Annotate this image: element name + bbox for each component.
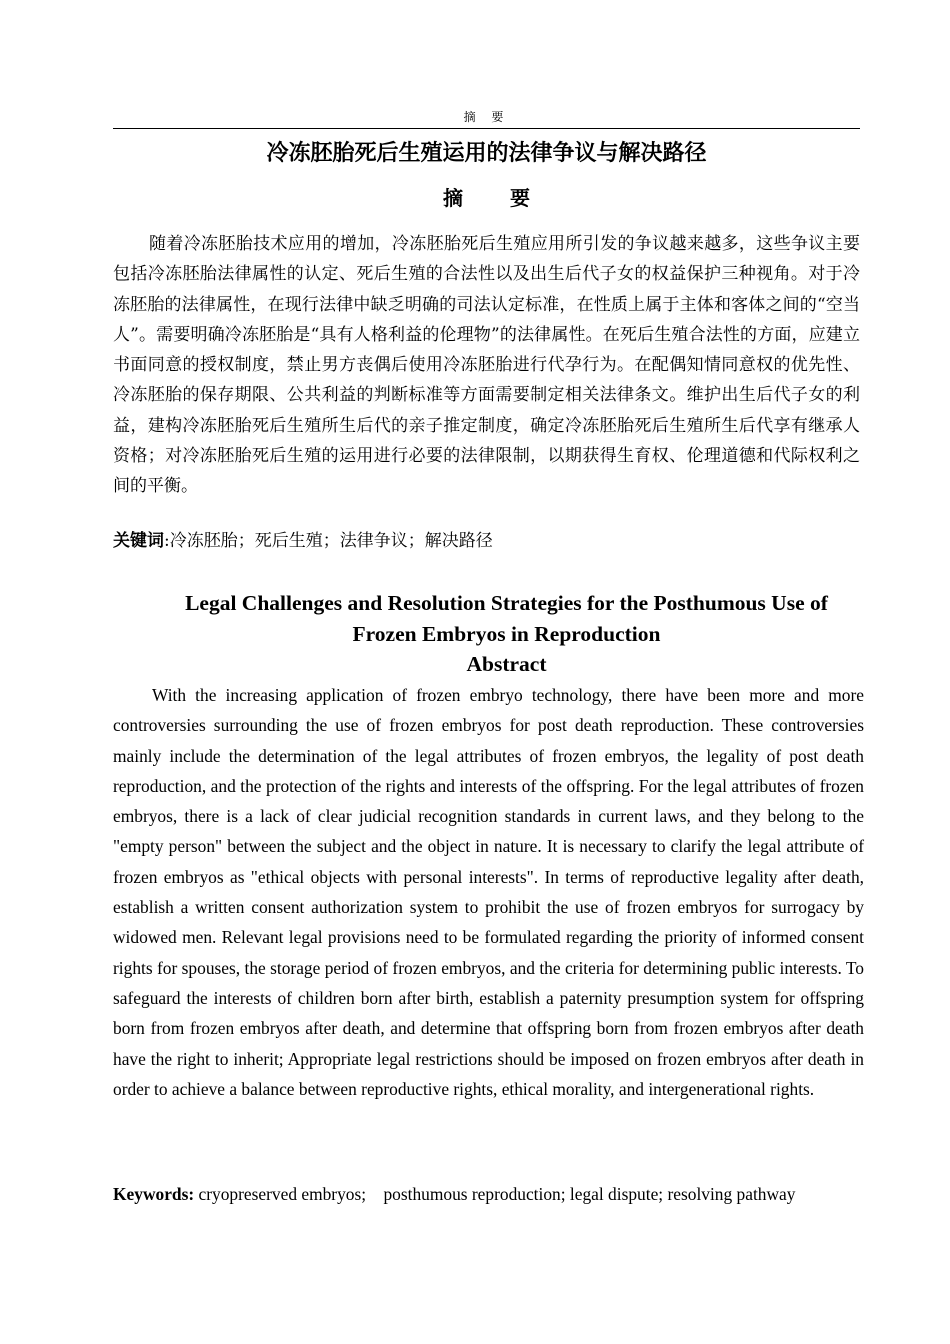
chinese-keywords-label: 关键词 xyxy=(113,531,164,551)
chinese-keywords-separator: : xyxy=(164,531,170,551)
english-keywords-label: Keywords: xyxy=(113,1184,195,1204)
english-title: Legal Challenges and Resolution Strategies for the Posthumous Use of Frozen Embryos in Reproduction xyxy=(185,591,828,646)
english-keywords xyxy=(113,1180,873,1208)
english-abstract-body: With the increasing application of frozen embryo technology, there have been more and more controversies surrounding the use of frozen embryos for post death reproduction. These controversies mainly include the determination of the legal attributes of frozen embryos, the legality of post death reproduction, and the protection of the rights and interests of the offspring. For the legal attributes of frozen embryos, there is a lack of clear judicial recognition standards in current laws, and they belong to the "empty person" between the subject and the object in nature. It is necessary to clarify the legal attribute of frozen embryos as "ethical objects with personal interests". In terms of reproductive legality after death, establish a written consent authorization system to prohibit the use of frozen embryos for surrogacy by widowed men. Relevant legal provisions need to be formulated regarding the priority of informed consent rights for spouses, the storage period of frozen embryos, and the criteria for determining public interests. To safeguard the interests of children born after birth, establish a paternity presumption system for offspring born from frozen embryos after death, and determine that offspring born from frozen embryos after death have the right to inherit; Appropriate legal restrictions should be imposed on frozen embryos after death in order to achieve a balance between reproductive rights, ethical morality, and intergenerational rights. xyxy=(113,685,864,1099)
running-header: 摘 要 xyxy=(463,110,510,124)
chinese-title: 冷冻胚胎死后生殖运用的法律争议与解决路径 xyxy=(266,141,707,166)
chinese-keywords-list: 冷冻胚胎；死后生殖；法律争议；解决路径 xyxy=(169,531,493,551)
chinese-abstract-heading: 摘 要 xyxy=(443,186,550,210)
header-rule xyxy=(113,128,860,129)
english-abstract-heading: Abstract xyxy=(466,652,547,676)
chinese-keywords xyxy=(113,527,860,555)
chinese-abstract-body: 随着冷冻胚胎技术应用的增加，冷冻胚胎死后生殖应用所引发的争议越来越多，这些争议主要包括冷冻胚胎法律属性的认定、死后生殖的合法性以及出生后代子女的权益保护三种视角。对于冷冻胚胎的法律属性，在现行法律中缺乏明确的司法认定标准，在性质上属于主体和客体之间的“空当人”。需要明确冷冻胚胎是“具有人格利益的伦理物”的法律属性。在死后生殖合法性的方面，应建立书面同意的授权制度，禁止男方丧偶后使用冷冻胚胎进行代孕行为。在配偶知情同意权的优先性、冷冻胚胎的保存期限、公共利益的判断标准等方面需要制定相关法律条文。维护出生后代子女的利益，建构冷冻胚胎死后生殖所生后代的亲子推定制度，确定冷冻胚胎死后生殖所生后代享有继承人资格；对冷冻胚胎死后生殖的运用进行必要的法律限制，以期获得生育权、伦理道德和代际权利之间的平衡。 xyxy=(113,234,860,497)
english-keywords-list: cryopreserved embryos; posthumous reproduction; legal dispute; resolving pathway xyxy=(198,1184,796,1204)
